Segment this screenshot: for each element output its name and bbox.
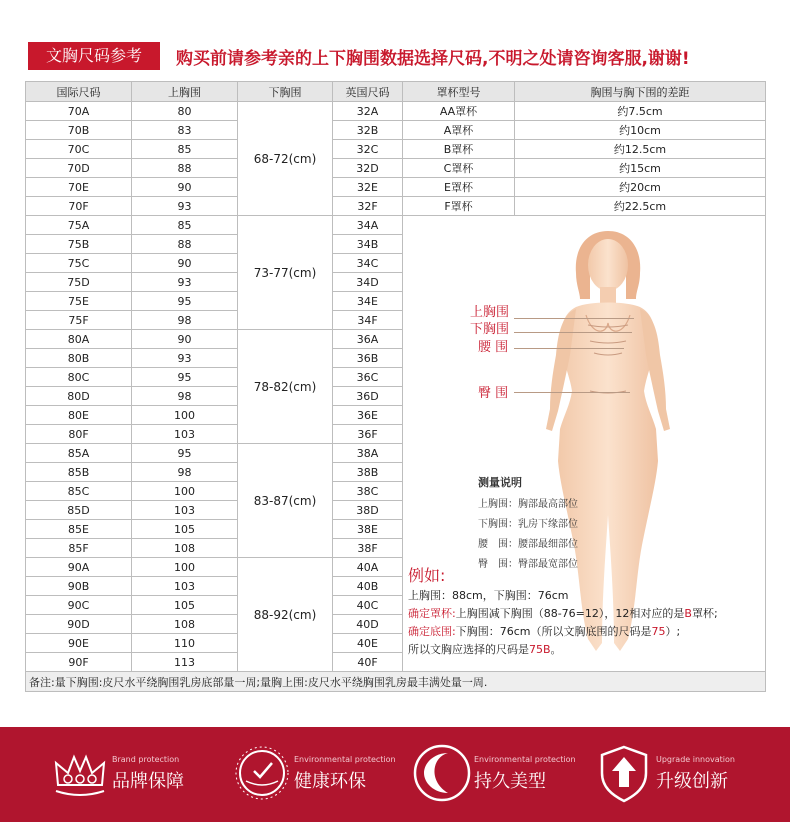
- feature-en-label: Environmental protection: [294, 755, 396, 764]
- under-bust-cell: 78-82(cm): [238, 330, 333, 444]
- upper-bust-cell: 90: [132, 330, 238, 349]
- difference-cell: 约7.5cm: [515, 102, 766, 121]
- uk-size-cell: 38D: [333, 501, 403, 520]
- table-row: [26, 102, 766, 121]
- feature-en-label: Brand protection: [112, 755, 180, 764]
- uk-size-cell: 38F: [333, 539, 403, 558]
- intl-size-cell: 75A: [26, 216, 132, 235]
- uk-size-cell: 32B: [333, 121, 403, 140]
- intl-size-cell: 75E: [26, 292, 132, 311]
- upper-bust-cell: 93: [132, 273, 238, 292]
- rohs-icon: [230, 741, 294, 805]
- intl-size-cell: 85D: [26, 501, 132, 520]
- upper-bust-guide-line: [514, 318, 634, 319]
- table-row: [26, 121, 766, 140]
- feature-cn-label: 升级创新: [656, 771, 728, 792]
- table-row: [26, 159, 766, 178]
- upper-bust-cell: 98: [132, 387, 238, 406]
- upper-bust-cell: 85: [132, 140, 238, 159]
- upper-bust-cell: 105: [132, 520, 238, 539]
- upper-bust-cell: 98: [132, 463, 238, 482]
- intl-size-cell: 90A: [26, 558, 132, 577]
- upper-bust-cell: 103: [132, 501, 238, 520]
- example-line: 上胸围：88cm，下胸围：76cm: [408, 589, 569, 602]
- hip-guide-line: [514, 392, 630, 393]
- size-reference-tag: 文胸尺码参考: [28, 42, 160, 70]
- col-header-upper-bust: 上胸围: [132, 82, 238, 102]
- col-header-difference: 胸围与胸下围的差距: [515, 82, 766, 102]
- feature-en-label: Environmental protection: [474, 755, 576, 764]
- under-bust-label: 下胸围: [470, 322, 510, 337]
- upper-bust-cell: 88: [132, 159, 238, 178]
- col-header-uk-size: 英国尺码: [333, 82, 403, 102]
- upper-bust-cell: 98: [132, 311, 238, 330]
- intl-size-cell: 75F: [26, 311, 132, 330]
- intl-size-cell: 85F: [26, 539, 132, 558]
- upper-bust-cell: 100: [132, 558, 238, 577]
- uk-size-cell: 40D: [333, 615, 403, 634]
- example-line: 所以文胸应选择的尺码是75B。: [408, 643, 562, 656]
- uk-size-cell: 34E: [333, 292, 403, 311]
- uk-size-cell: 34C: [333, 254, 403, 273]
- upper-bust-cell: 85: [132, 216, 238, 235]
- cup-type-cell: C罩杯: [403, 159, 515, 178]
- table-row: [26, 178, 766, 197]
- uk-size-cell: 38E: [333, 520, 403, 539]
- uk-size-cell: 36F: [333, 425, 403, 444]
- intl-size-cell: 80F: [26, 425, 132, 444]
- example-block: [408, 567, 764, 659]
- intl-size-cell: 90D: [26, 615, 132, 634]
- example-line: 确定罩杯:上胸围减下胸围（88-76=12），12相对应的是B罩杯;: [408, 607, 718, 620]
- col-header-cup-type: 罩杯型号: [403, 82, 515, 102]
- upper-bust-cell: 100: [132, 406, 238, 425]
- upgrade-shield-icon: [592, 741, 656, 805]
- measurement-legend: [478, 473, 578, 575]
- intl-size-cell: 70A: [26, 102, 132, 121]
- under-bust-cell: 83-87(cm): [238, 444, 333, 558]
- intl-size-cell: 70C: [26, 140, 132, 159]
- upper-bust-cell: 108: [132, 539, 238, 558]
- upper-bust-cell: 95: [132, 368, 238, 387]
- uk-size-cell: 32F: [333, 197, 403, 216]
- waist-guide-line: [514, 348, 624, 349]
- body-figure-panel: [400, 215, 765, 667]
- waist-label: 腰 围: [478, 340, 509, 355]
- intl-size-cell: 70F: [26, 197, 132, 216]
- upper-bust-cell: 100: [132, 482, 238, 501]
- uk-size-cell: 36D: [333, 387, 403, 406]
- feature-cn-label: 持久美型: [474, 771, 546, 792]
- hip-label: 臀 围: [478, 386, 509, 401]
- upper-bust-cell: 90: [132, 178, 238, 197]
- cup-type-cell: A罩杯: [403, 121, 515, 140]
- legend-title: 测量说明: [478, 476, 522, 489]
- intl-size-cell: 80C: [26, 368, 132, 387]
- intl-size-cell: 90F: [26, 653, 132, 672]
- upper-bust-cell: 93: [132, 197, 238, 216]
- upper-bust-label: 上胸围: [470, 305, 510, 320]
- feature-cn-label: 品牌保障: [112, 771, 184, 792]
- upper-bust-cell: 103: [132, 425, 238, 444]
- intl-size-cell: 80A: [26, 330, 132, 349]
- uk-size-cell: 36C: [333, 368, 403, 387]
- example-title: 例如:: [408, 566, 446, 585]
- upper-bust-cell: 105: [132, 596, 238, 615]
- intl-size-cell: 90E: [26, 634, 132, 653]
- upper-bust-cell: 90: [132, 254, 238, 273]
- difference-cell: 约20cm: [515, 178, 766, 197]
- legend-item: 上胸围：胸部最高部位: [478, 499, 578, 510]
- intl-size-cell: 85B: [26, 463, 132, 482]
- difference-cell: 约12.5cm: [515, 140, 766, 159]
- feature-cn-label: 健康环保: [294, 771, 366, 792]
- uk-size-cell: 32E: [333, 178, 403, 197]
- intl-size-cell: 75D: [26, 273, 132, 292]
- intl-size-cell: 80B: [26, 349, 132, 368]
- uk-size-cell: 34B: [333, 235, 403, 254]
- intl-size-cell: 85E: [26, 520, 132, 539]
- upper-bust-cell: 95: [132, 292, 238, 311]
- legend-item: 臀 围：臀部最宽部位: [478, 559, 578, 570]
- uk-size-cell: 40E: [333, 634, 403, 653]
- under-bust-cell: 88-92(cm): [238, 558, 333, 672]
- uk-size-cell: 36A: [333, 330, 403, 349]
- crown-icon: [48, 741, 112, 805]
- uk-size-cell: 34F: [333, 311, 403, 330]
- uk-size-cell: 38C: [333, 482, 403, 501]
- intl-size-cell: 70D: [26, 159, 132, 178]
- uk-size-cell: 34D: [333, 273, 403, 292]
- intl-size-cell: 75C: [26, 254, 132, 273]
- col-header-intl-size: 国际尺码: [26, 82, 132, 102]
- cup-type-cell: B罩杯: [403, 140, 515, 159]
- difference-cell: 约22.5cm: [515, 197, 766, 216]
- uk-size-cell: 40B: [333, 577, 403, 596]
- cup-type-cell: F罩杯: [403, 197, 515, 216]
- feature-footer: [0, 727, 790, 822]
- uk-size-cell: 38B: [333, 463, 403, 482]
- cup-type-cell: E罩杯: [403, 178, 515, 197]
- feature-en-label: Upgrade innovation: [656, 755, 735, 764]
- intl-size-cell: 90B: [26, 577, 132, 596]
- cup-type-cell: AA罩杯: [403, 102, 515, 121]
- uk-size-cell: 40C: [333, 596, 403, 615]
- upper-bust-cell: 83: [132, 121, 238, 140]
- uk-size-cell: 36B: [333, 349, 403, 368]
- table-row: [26, 140, 766, 159]
- intl-size-cell: 80D: [26, 387, 132, 406]
- uk-size-cell: 36E: [333, 406, 403, 425]
- difference-cell: 约10cm: [515, 121, 766, 140]
- upper-bust-cell: 93: [132, 349, 238, 368]
- table-row: [26, 197, 766, 216]
- difference-cell: 约15cm: [515, 159, 766, 178]
- intl-size-cell: 80E: [26, 406, 132, 425]
- intl-size-cell: 70E: [26, 178, 132, 197]
- legend-item: 腰 围：腰部最细部位: [478, 539, 578, 550]
- upper-bust-cell: 113: [132, 653, 238, 672]
- upper-bust-cell: 108: [132, 615, 238, 634]
- upper-bust-cell: 110: [132, 634, 238, 653]
- uk-size-cell: 34A: [333, 216, 403, 235]
- uk-size-cell: 32A: [333, 102, 403, 121]
- upper-bust-cell: 95: [132, 444, 238, 463]
- uk-size-cell: 32C: [333, 140, 403, 159]
- table-header-row: [26, 82, 766, 102]
- under-bust-cell: 73-77(cm): [238, 216, 333, 330]
- table-note-row: [26, 672, 766, 692]
- header-notice: 购买前请参考亲的上下胸围数据选择尺码,不明之处请咨询客服,谢谢!: [176, 49, 690, 69]
- under-bust-guide-line: [514, 332, 632, 333]
- intl-size-cell: 85A: [26, 444, 132, 463]
- upper-bust-cell: 103: [132, 577, 238, 596]
- example-line: 确定底围:下胸围：76cm（所以文胸底围的尺码是75）;: [408, 625, 681, 638]
- uk-size-cell: 40A: [333, 558, 403, 577]
- table-note: 备注:量下胸围:皮尺水平绕胸围乳房底部量一周;量胸上围:皮尺水平绕胸围乳房最丰满处量一周.: [26, 672, 766, 692]
- intl-size-cell: 85C: [26, 482, 132, 501]
- legend-item: 下胸围：乳房下缘部位: [478, 519, 578, 530]
- upper-bust-cell: 80: [132, 102, 238, 121]
- intl-size-cell: 70B: [26, 121, 132, 140]
- circle-shape-icon: [410, 741, 474, 805]
- uk-size-cell: 40F: [333, 653, 403, 672]
- intl-size-cell: 75B: [26, 235, 132, 254]
- uk-size-cell: 38A: [333, 444, 403, 463]
- col-header-under-bust: 下胸围: [238, 82, 333, 102]
- under-bust-cell: 68-72(cm): [238, 102, 333, 216]
- intl-size-cell: 90C: [26, 596, 132, 615]
- upper-bust-cell: 88: [132, 235, 238, 254]
- uk-size-cell: 32D: [333, 159, 403, 178]
